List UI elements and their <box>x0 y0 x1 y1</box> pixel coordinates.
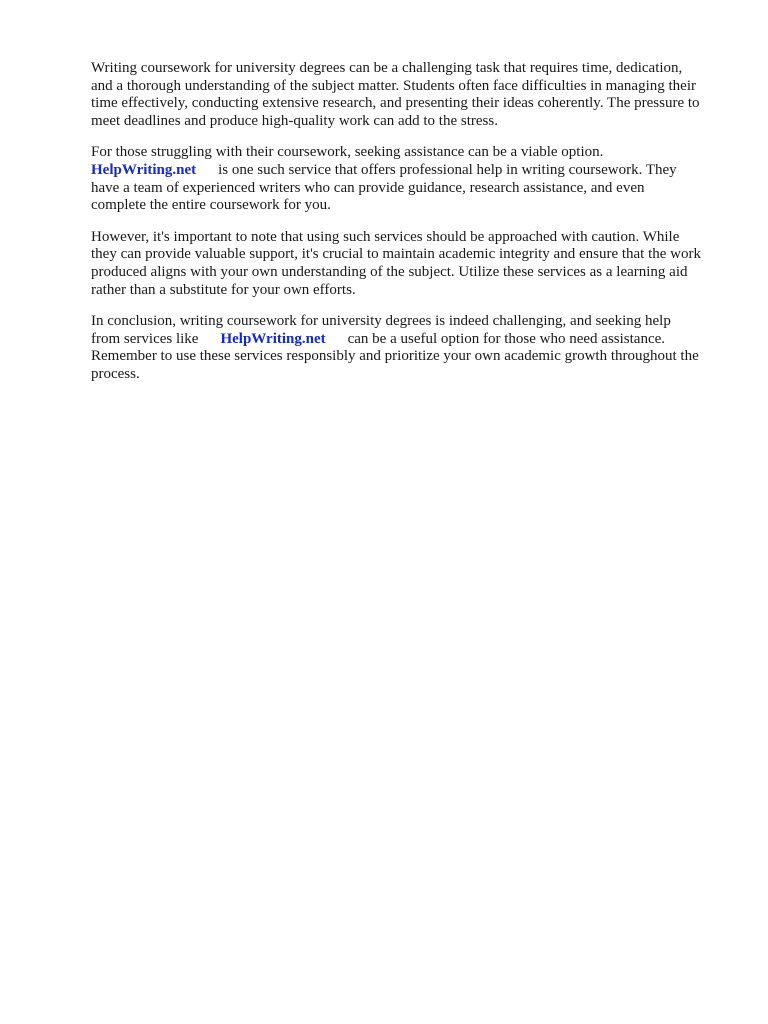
text-line: However, it's important to note that using such services should be approached with caution. While <box>91 228 680 245</box>
paragraph-assistance <box>91 144 731 214</box>
text-line: complete the entire coursework for you. <box>91 197 331 214</box>
text-line: have a team of experienced writers who can provide guidance, research assistance, and even <box>91 179 645 196</box>
paragraph-conclusion <box>91 313 731 383</box>
helpwriting-link[interactable]: HelpWriting.net <box>91 161 197 178</box>
text-line: produced aligns with your own understanding of the subject. Utilize these services as a learning aid <box>91 263 688 280</box>
text-line: In conclusion, writing coursework for university degrees is indeed challenging, and seeking help <box>91 313 671 330</box>
text-line: meet deadlines and produce high-quality work can add to the stress. <box>91 112 498 129</box>
helpwriting-link[interactable]: HelpWriting.net <box>220 330 326 347</box>
paragraph-intro <box>91 60 731 130</box>
text-fragment: can be a useful option for those who need assistance. <box>347 330 666 347</box>
text-line: they can provide valuable support, it's crucial to maintain academic integrity and ensure that the work <box>91 246 701 263</box>
text-line: and a thorough understanding of the subject matter. Students often face difficulties in managing their <box>91 77 696 94</box>
text-fragment: from services like <box>91 330 199 347</box>
text-line: rather than a substitute for your own efforts. <box>91 281 356 298</box>
text-line-with-link <box>91 331 731 349</box>
text-line: Remember to use these services responsibly and prioritize your own academic growth throughout the <box>91 348 699 365</box>
document-body <box>91 60 731 398</box>
text-line: process. <box>91 365 140 382</box>
text-line: Writing coursework for university degrees can be a challenging task that requires time, dedication, <box>91 60 683 76</box>
text-line: time effectively, conducting extensive research, and presenting their ideas coherently. The pressure to <box>91 95 700 112</box>
text-line-with-link <box>91 162 731 180</box>
text-line: For those struggling with their coursework, seeking assistance can be a viable option. <box>91 144 604 161</box>
text-fragment: is one such service that offers professional help in writing coursework. They <box>218 161 677 178</box>
paragraph-caution <box>91 229 731 299</box>
